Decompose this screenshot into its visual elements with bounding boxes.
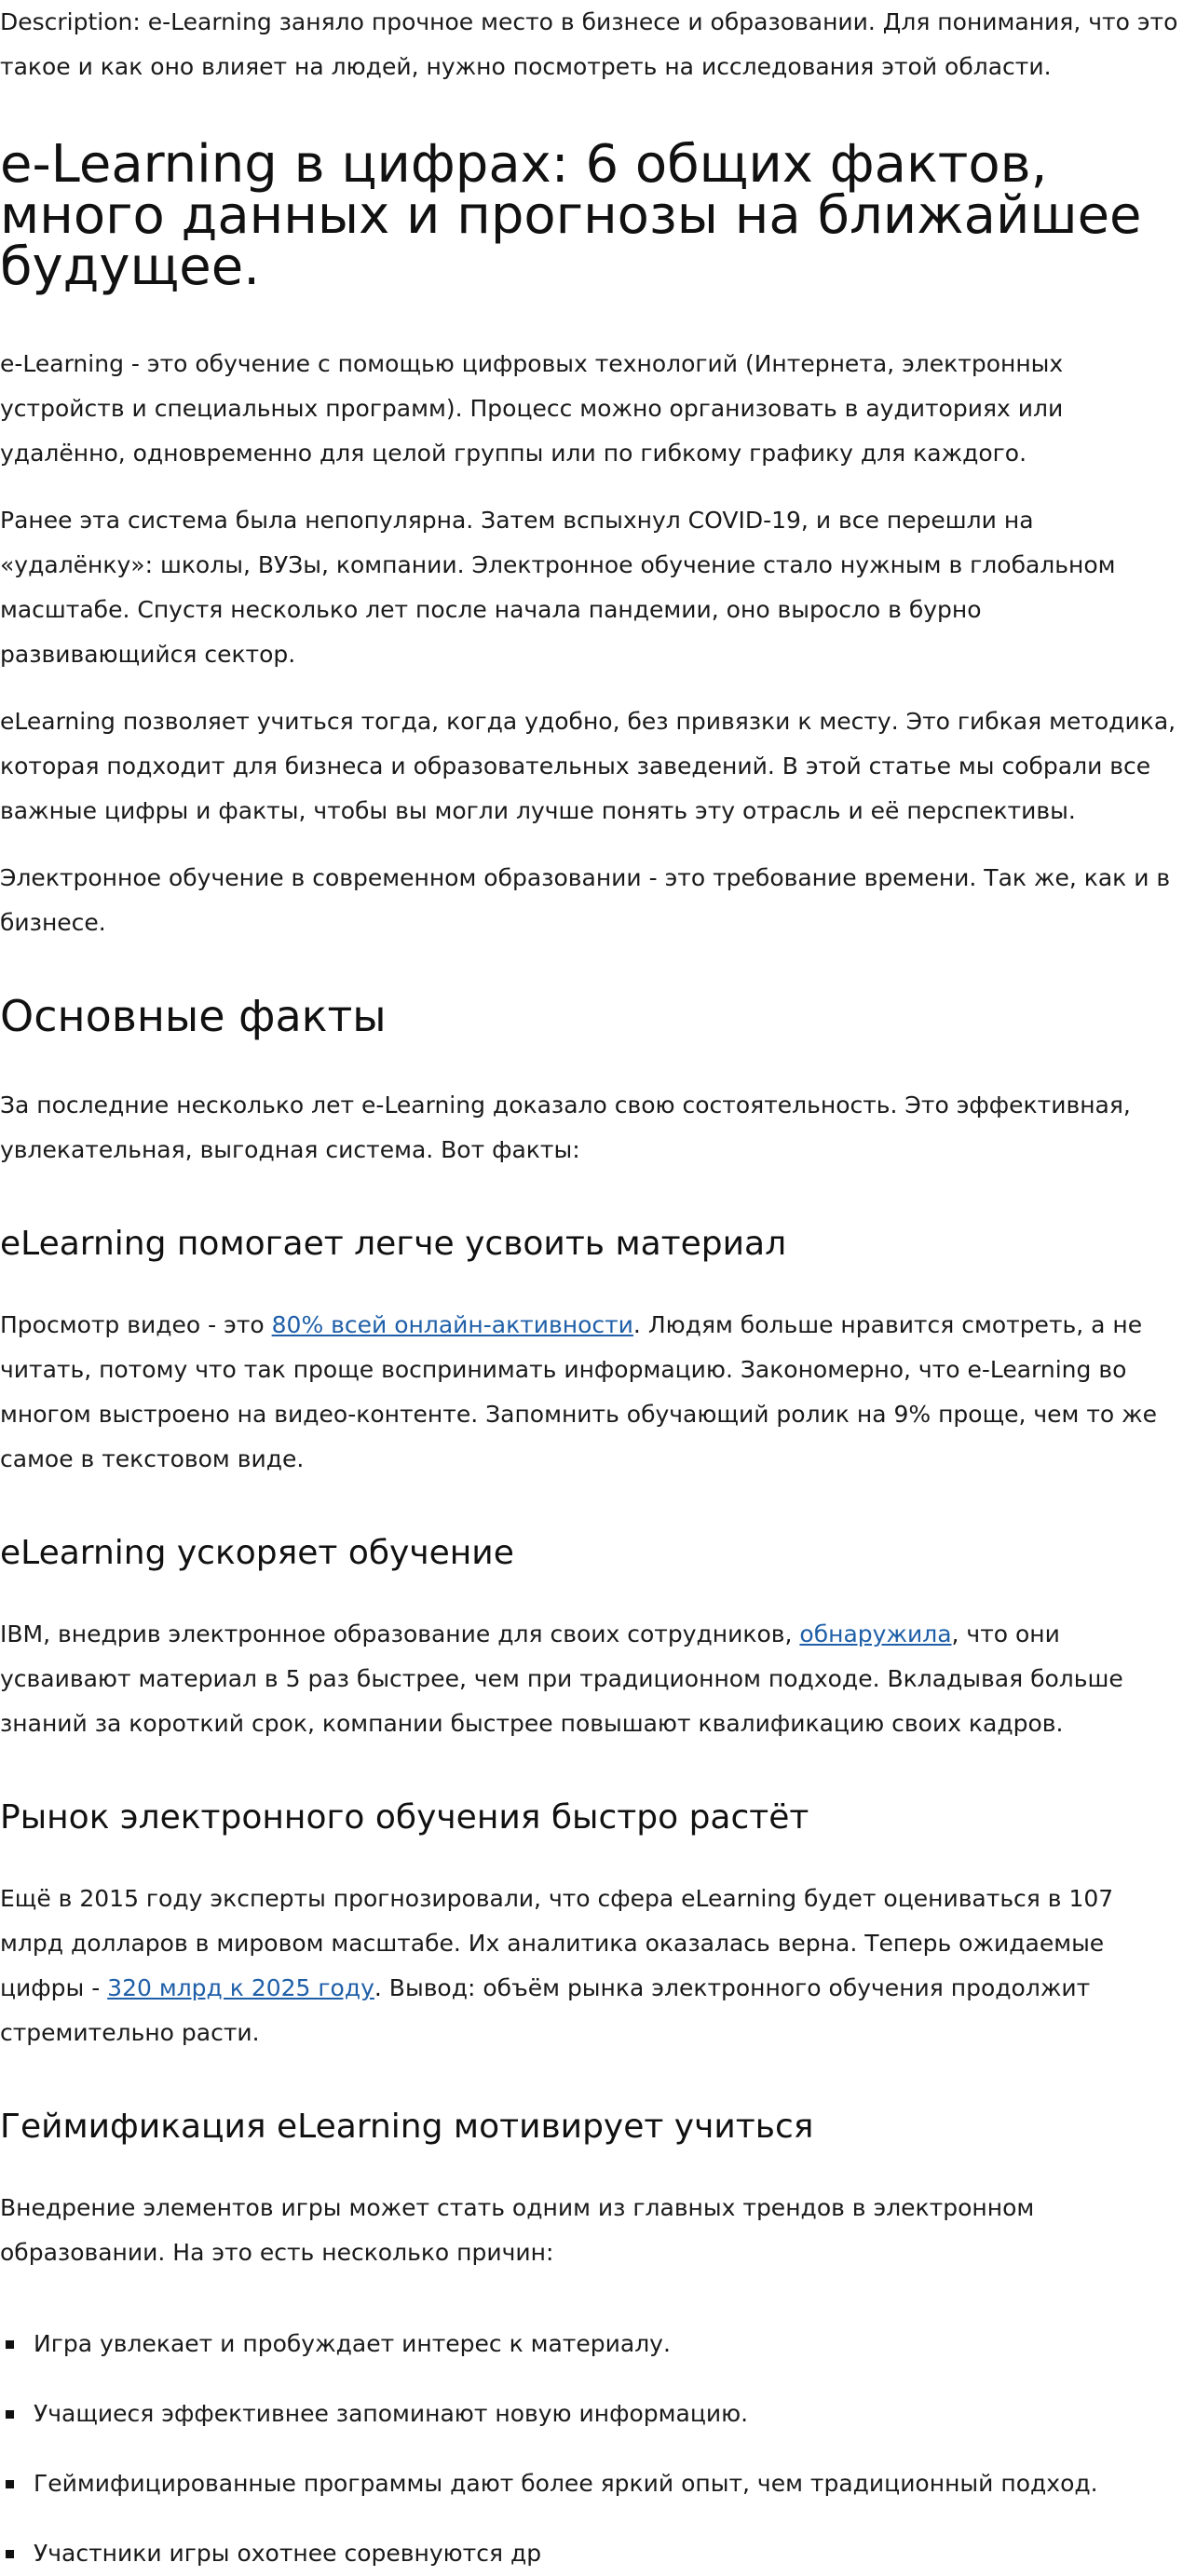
section-market-text-end: . Вывод: объём рынка электронного обучения продолжит стремительно расти. xyxy=(0,1974,1091,2046)
section-video-text-end: . Людям больше нравится смотреть, а не читать, потому что так проще воспринимать информацию. Закономерно, что e-Learning во многом выстроено на видео-контенте. Запомнить обучающий ролик на 9% проще, чем то же самое в текстовом виде. xyxy=(0,1311,1158,1472)
section-speed-text-start: IBM, внедрив электронное образование для своих сотрудников, xyxy=(0,1620,800,1647)
section-market-text-start: Ещё в 2015 году эксперты прогнозировали, что сфера eLearning будет оцениваться в 107 млрд долларов в мировом масштабе. Их аналитика оказалась верна. Теперь ожидаемые цифры - xyxy=(0,1885,1114,2001)
square-bullet-icon xyxy=(6,2340,14,2349)
section-market-text xyxy=(0,1877,1183,2055)
list-item xyxy=(0,2322,1183,2366)
section-video-heading: eLearning помогает легче усвоить материал xyxy=(0,1225,787,1263)
section-market-heading: Рынок электронного обучения быстро растёт xyxy=(0,1798,809,1837)
intro-paragraph-3: eLearning позволяет учиться тогда, когда удобно, без привязки к месту. Это гибкая методика, которая подходит для бизнеса и образовательных заведений. В этой статье мы собрали все важные цифры и факты, чтобы вы могли лучше понять эту отрасль и её перспективы. xyxy=(0,708,1176,824)
list-item-text: Игра увлекает и пробуждает интерес к материалу. xyxy=(34,2330,671,2357)
square-bullet-icon xyxy=(6,2410,14,2419)
video-activity-link[interactable]: 80% всей онлайн-активности xyxy=(271,1311,633,1338)
intro-paragraph-1: e-Learning - это обучение с помощью цифровых технологий (Интернета, электронных устройств и специальных программ). Процесс можно организовать в аудиториях или удалённо, одновременно для целой группы или по гибкому графику для каждого. xyxy=(0,350,1064,467)
list-item-text: Участники игры охотнее соревнуются др xyxy=(34,2540,542,2567)
gamification-reasons-list xyxy=(0,2322,1183,2576)
section-speed-text-end: , что они усваивают материал в 5 раз быстрее, чем при традиционном подходе. Вкладывая больше знаний за короткий срок, компании быстрее повышают квалификацию своих кадров. xyxy=(0,1620,1123,1737)
section-video-text xyxy=(0,1303,1183,1482)
list-item xyxy=(0,2461,1183,2506)
section-gamification-heading: Геймификация eLearning мотивирует учиться xyxy=(0,2108,814,2146)
main-facts-text: За последние несколько лет e-Learning доказало свою состоятельность. Это эффективная, увлекательная, выгодная система. Вот факты: xyxy=(0,1091,1131,1163)
description-text: Description: e-Learning заняло прочное место в бизнесе и образовании. Для понимания, что это такое и как оно влияет на людей, нужно посмотреть на исследования этой области. xyxy=(0,8,1178,80)
list-item-text: Учащиеся эффективнее запоминают новую информацию. xyxy=(34,2400,749,2427)
ibm-found-link[interactable]: обнаружила xyxy=(799,1620,952,1647)
section-gamification-text: Внедрение элементов игры может стать одним из главных трендов в электронном образовании. На это есть несколько причин: xyxy=(0,2194,1035,2266)
intro-paragraph-2: Ранее эта система была непопулярна. Затем вспыхнул COVID-19, и все перешли на «удалёнку»: школы, ВУЗы, компании. Электронное обучение стало нужным в глобальном масштабе. Спустя несколько лет после начала пандемии, оно выросло в бурно развивающийся сектор. xyxy=(0,507,1116,668)
page-title: e-Learning в цифрах: 6 общих фактов, много данных и прогнозы на ближайшее будущее. xyxy=(0,134,1142,297)
list-item xyxy=(0,2392,1183,2436)
section-speed-text xyxy=(0,1612,1183,1746)
list-item-text: Геймифицированные программы дают более яркий опыт, чем традиционный подход. xyxy=(34,2470,1098,2497)
section-speed-heading: eLearning ускоряет обучение xyxy=(0,1534,514,1572)
market-forecast-link[interactable]: 320 млрд к 2025 году xyxy=(107,1974,374,2001)
section-video-text-start: Просмотр видео - это xyxy=(0,1311,272,1338)
intro-paragraph-4: Электронное обучение в современном образовании - это требование времени. Так же, как и в бизнесе. xyxy=(0,864,1171,936)
square-bullet-icon xyxy=(6,2550,14,2558)
list-item xyxy=(0,2531,1183,2576)
square-bullet-icon xyxy=(6,2480,14,2488)
main-facts-heading: Основные факты xyxy=(0,991,387,1041)
